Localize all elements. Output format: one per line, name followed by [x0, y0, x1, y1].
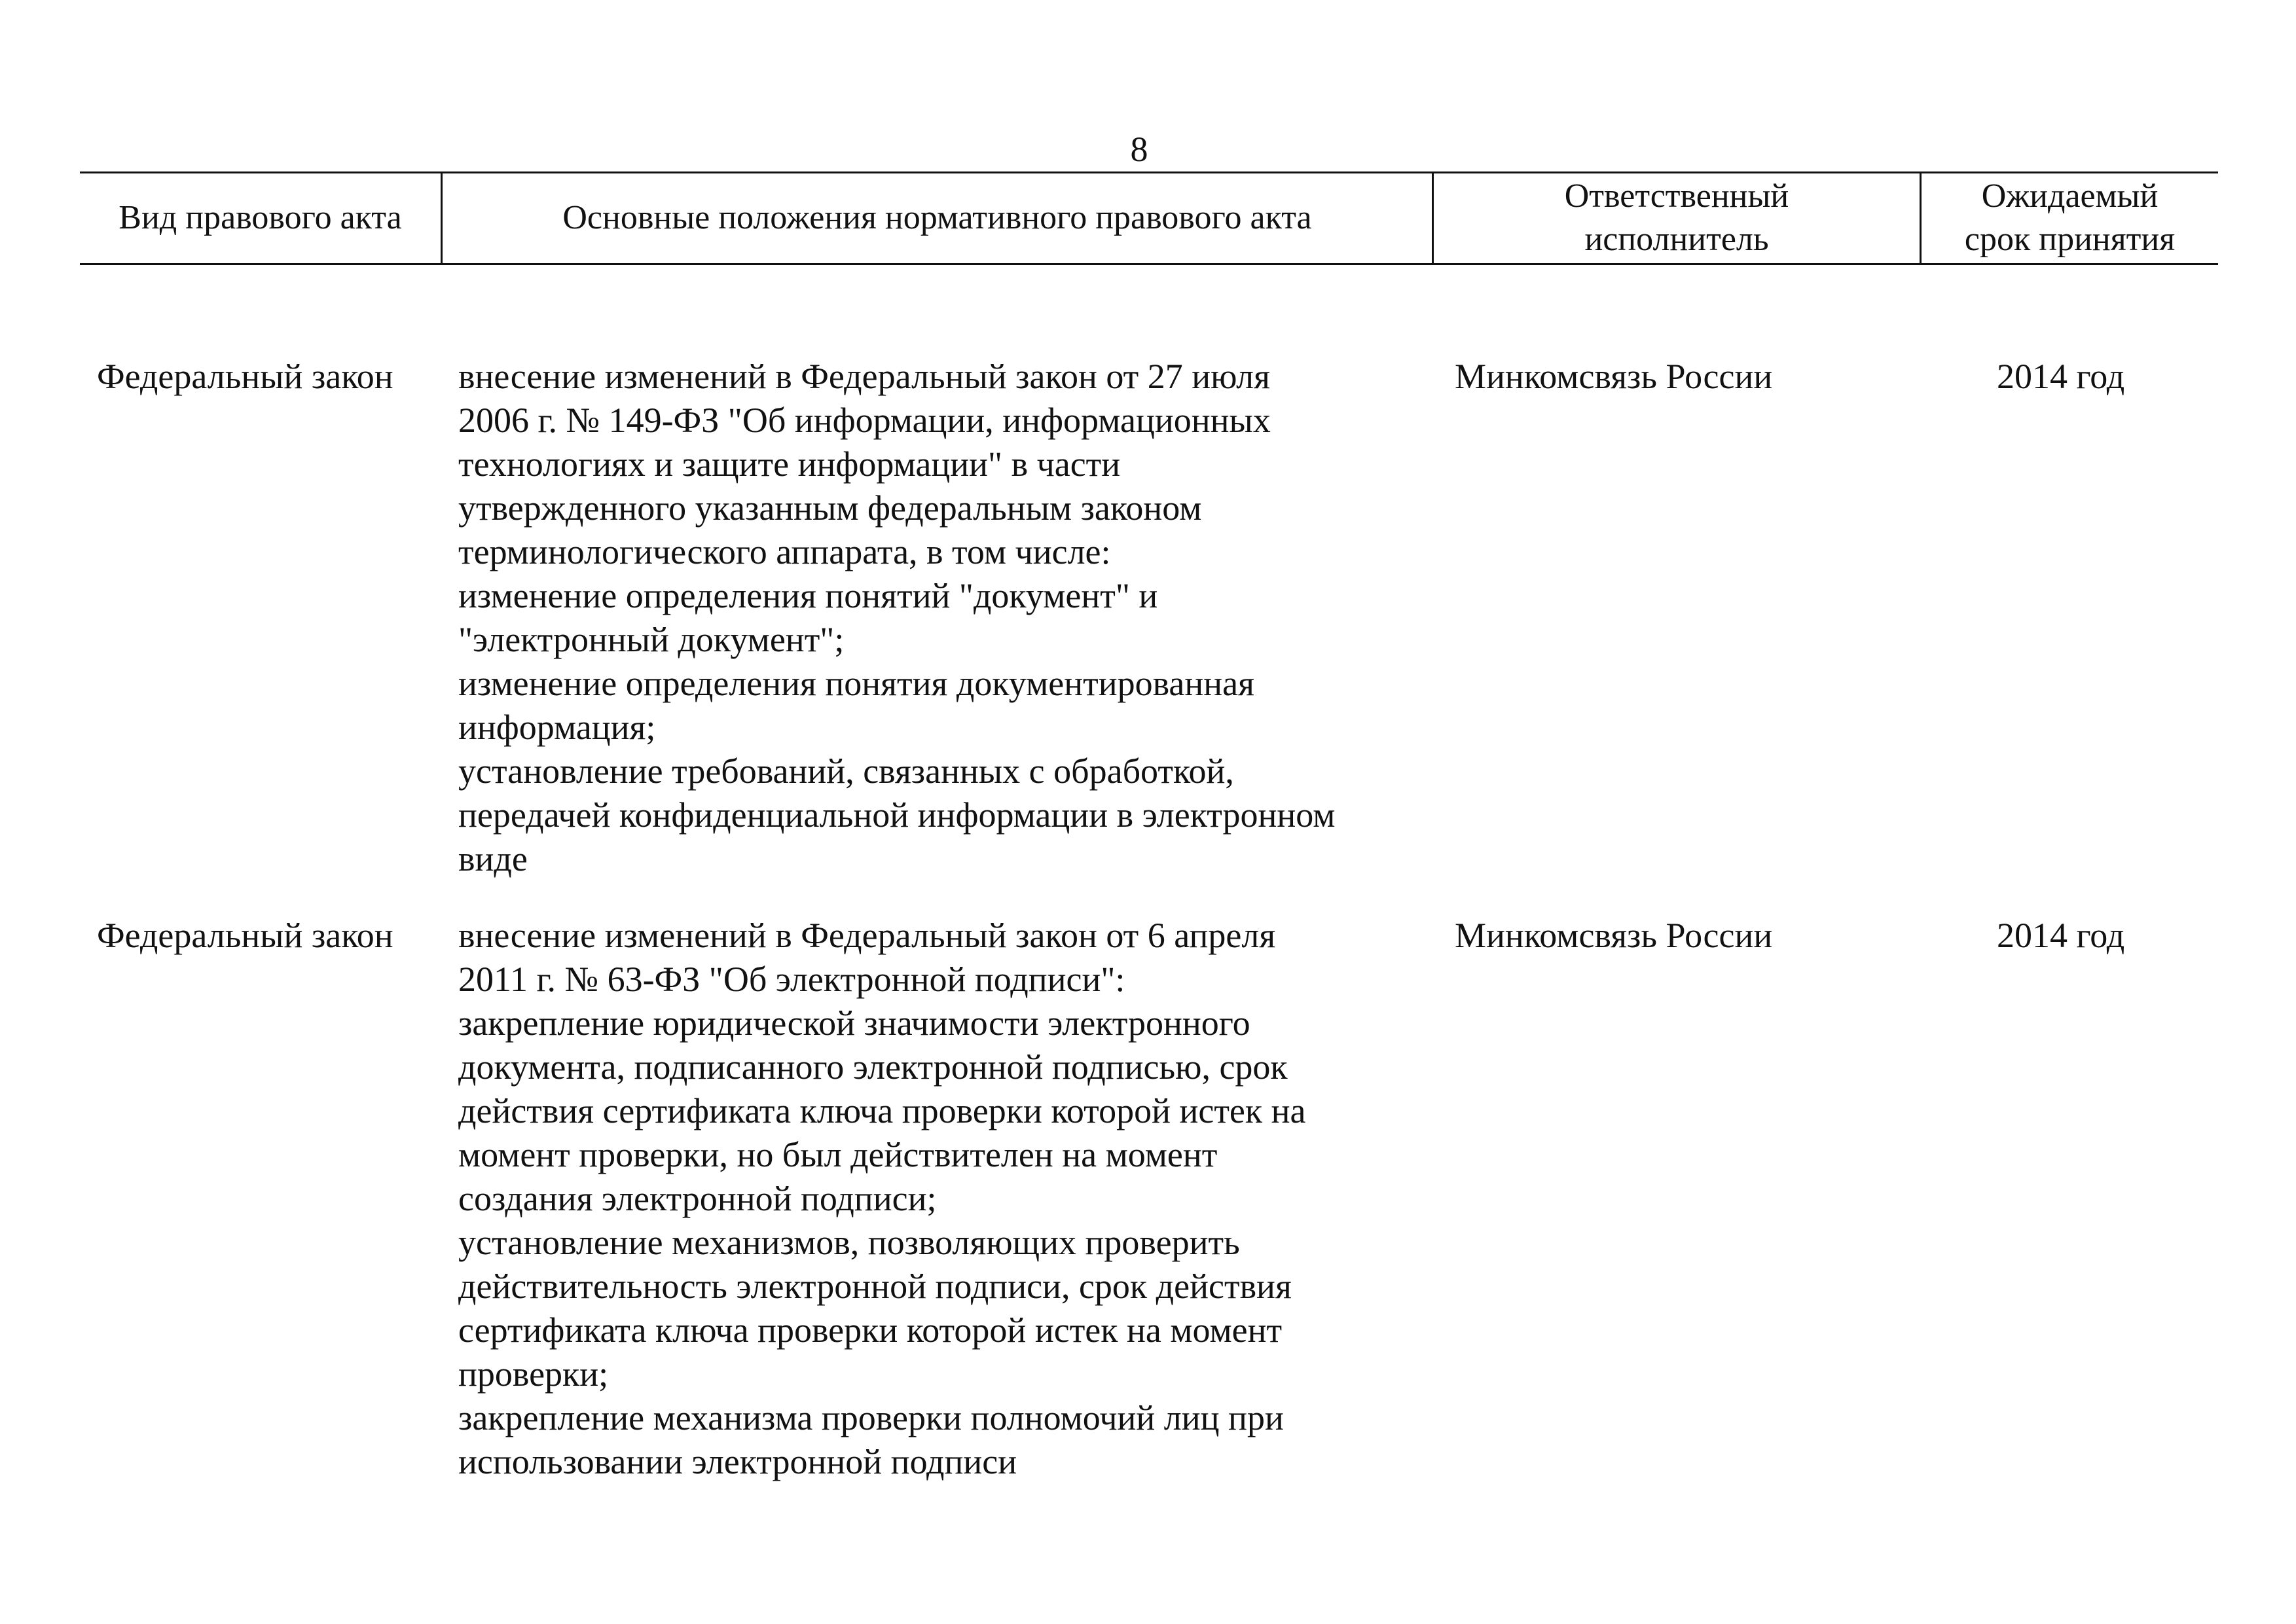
- provision-line: терминологического аппарата, в том числе:: [458, 532, 1111, 571]
- table-header-bottom-rule: [80, 263, 2218, 265]
- provision-line: закрепление механизма проверки полномочий лиц при: [458, 1398, 1284, 1437]
- provision-line: утвержденного указанным федеральным законом: [458, 488, 1202, 528]
- page-number: 8: [1130, 130, 1148, 169]
- provision-line: документа, подписанного электронной подписью, срок: [458, 1047, 1288, 1087]
- provision-line: установление требований, связанных с обработкой,: [458, 751, 1234, 791]
- provision-line: проверки;: [458, 1354, 609, 1394]
- provision-line: изменение определения понятия документированная: [458, 664, 1254, 703]
- header-col-type: [80, 172, 441, 263]
- header-col-provisions-label: Основные положения нормативного правового акта: [562, 198, 1312, 236]
- provision-line: технологиях и защите информации" в части: [458, 444, 1121, 484]
- row-1-type: Федеральный закон: [97, 357, 393, 396]
- row-1-term: 2014 год: [1997, 357, 2125, 396]
- header-col-type-label: Вид правового акта: [118, 198, 402, 236]
- provision-line: закрепление юридической значимости электронного: [458, 1003, 1250, 1043]
- provision-line: виде: [458, 839, 528, 878]
- row-2-provisions: [458, 914, 1306, 1484]
- header-col-term-line1: Ожидаемый: [1981, 177, 2159, 215]
- row-1-responsible: Минкомсвязь России: [1455, 357, 1773, 396]
- provision-line: изменение определения понятий "документ" и: [458, 576, 1158, 615]
- provision-line: информация;: [458, 708, 656, 747]
- header-col-term: [1922, 172, 2218, 263]
- header-col-responsible-line1: Ответственный: [1564, 177, 1789, 215]
- row-2-responsible: Минкомсвязь России: [1455, 916, 1773, 955]
- provision-line: использовании электронной подписи: [458, 1442, 1017, 1481]
- provision-line: передачей конфиденциальной информации в электронном: [458, 795, 1336, 835]
- provision-line: сертификата ключа проверки которой истек на момент: [458, 1310, 1283, 1350]
- header-col-term-line2: срок принятия: [1964, 220, 2176, 258]
- provision-line: внесение изменений в Федеральный закон от 6 апреля: [458, 916, 1276, 955]
- provision-line: 2006 г. № 149-ФЗ "Об информации, информационных: [458, 401, 1271, 440]
- provision-line: 2011 г. № 63-ФЗ "Об электронной подписи":: [458, 960, 1125, 999]
- header-col-responsible-line2: исполнитель: [1584, 220, 1769, 258]
- row-2-type: Федеральный закон: [97, 916, 393, 955]
- header-col-provisions: [443, 172, 1432, 263]
- provision-line: "электронный документ";: [458, 620, 845, 659]
- row-2-term: 2014 год: [1997, 916, 2125, 955]
- header-col-responsible: [1434, 172, 1920, 263]
- provision-line: действительность электронной подписи, срок действия: [458, 1267, 1292, 1306]
- provision-line: действия сертификата ключа проверки которой истек на: [458, 1091, 1306, 1130]
- provision-line: момент проверки, но был действителен на момент: [458, 1135, 1218, 1174]
- provision-line: внесение изменений в Федеральный закон от 27 июля: [458, 357, 1270, 396]
- provision-line: установление механизмов, позволяющих проверить: [458, 1223, 1240, 1262]
- row-1-provisions: [458, 355, 1335, 881]
- provision-line: создания электронной подписи;: [458, 1179, 937, 1218]
